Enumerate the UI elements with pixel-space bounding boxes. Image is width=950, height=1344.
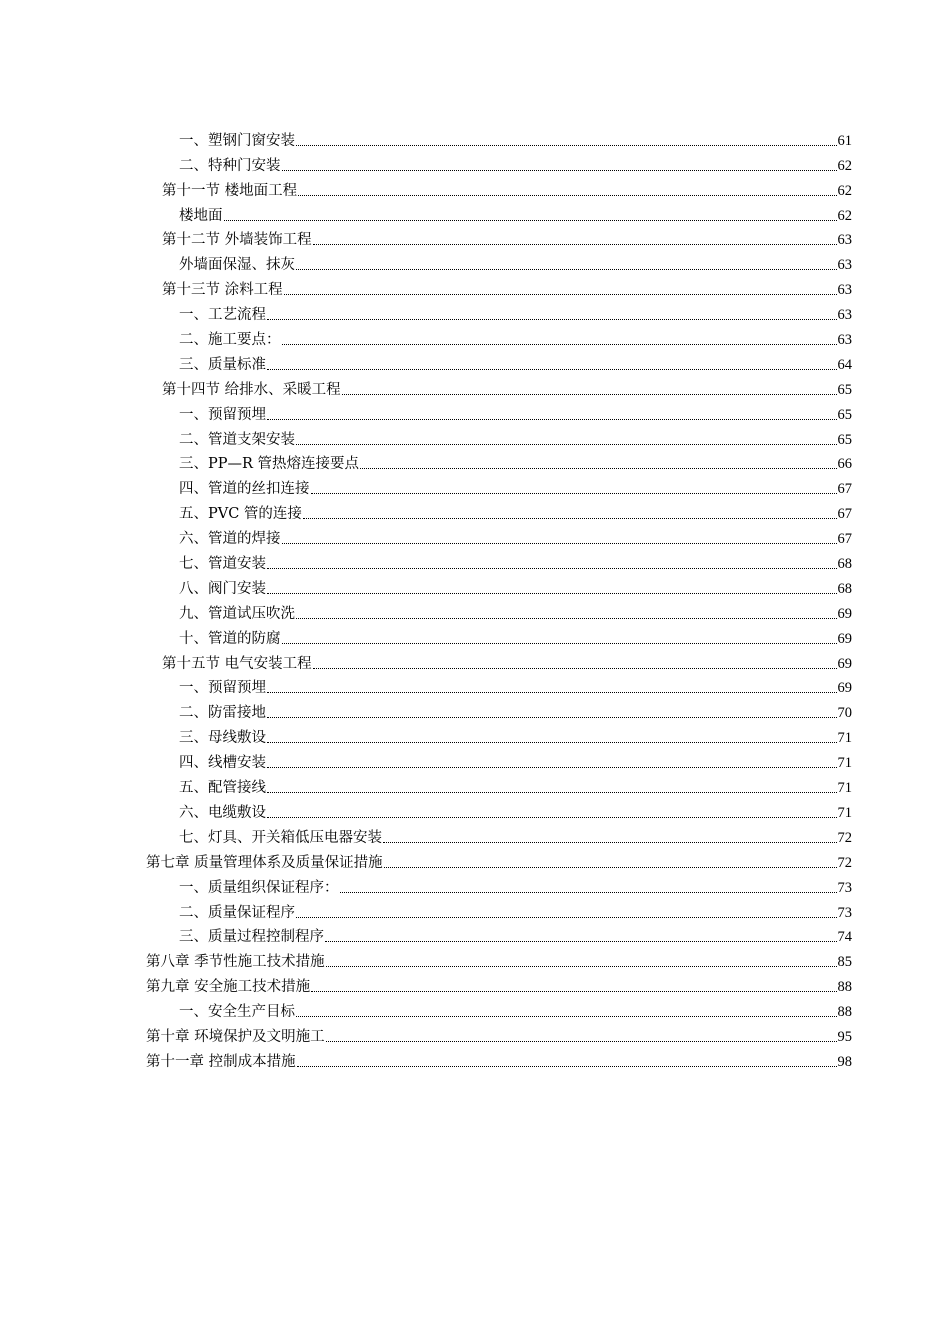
toc-entry-page-number: 65 [837,431,852,448]
toc-entry-page-number: 69 [837,630,852,647]
toc-entry[interactable] [0,424,852,449]
toc-entry-page-number: 63 [837,232,852,249]
toc-entry-page-number: 69 [837,680,852,697]
toc-entry-title: 外墙面保湿、抹灰 [179,257,295,274]
toc-entry-title: 二、质量保证程序 [179,904,295,921]
toc-entry-title: 十、管道的防腐 [179,630,281,647]
dot-leader [296,444,837,445]
toc-entry-page-number: 71 [837,730,852,747]
toc-entry[interactable] [0,897,852,922]
toc-entry[interactable] [0,623,852,648]
dot-leader [360,468,836,469]
toc-entry-title: 第十一节 楼地面工程 [162,182,298,199]
toc-entry-title: 三、PP—R 管热熔连接要点 [179,456,360,473]
dot-leader [311,991,836,992]
toc-entry[interactable] [0,249,852,274]
toc-entry[interactable] [0,399,852,424]
dot-leader [296,917,837,918]
toc-entry-title: 七、灯具、开关箱低压电器安装 [179,829,382,846]
toc-entry[interactable] [0,922,852,947]
toc-entry[interactable] [0,150,852,175]
toc-entry-title: 第十一章 控制成本措施 [146,1053,296,1070]
dot-leader [224,220,837,221]
toc-entry-page-number: 98 [837,1053,852,1070]
dot-leader [267,817,837,818]
toc-entry-page-number: 74 [837,929,852,946]
dot-leader [296,618,837,619]
toc-entry[interactable] [0,473,852,498]
dot-leader [282,170,837,171]
toc-entry-title: 三、质量标准 [179,356,266,373]
toc-entry-page-number: 66 [837,456,852,473]
toc-entry[interactable] [0,548,852,573]
toc-entry[interactable] [0,573,852,598]
toc-entry-page-number: 64 [837,356,852,373]
dot-leader [296,269,837,270]
toc-entry-title: 三、母线敷设 [179,730,266,747]
toc-entry-title: 八、阀门安装 [179,580,266,597]
toc-entry-title: 一、预留预埋 [179,406,266,423]
toc-entry-title: 二、管道支架安装 [179,431,295,448]
dot-leader [267,319,837,320]
dot-leader [267,692,837,693]
toc-entry[interactable] [0,349,852,374]
dot-leader [296,1016,837,1017]
toc-entry-page-number: 62 [837,157,852,174]
toc-entry-page-number: 85 [837,954,852,971]
dot-leader [297,1066,837,1067]
toc-entry-title: 四、线槽安装 [179,755,266,772]
toc-entry-title: 第九章 安全施工技术措施 [146,979,311,996]
dot-leader [384,867,837,868]
toc-entry[interactable] [0,946,852,971]
dot-leader [267,767,837,768]
toc-entry[interactable] [0,374,852,399]
toc-entry-page-number: 68 [837,556,852,573]
toc-entry-title: 一、塑钢门窗安装 [179,132,295,149]
toc-entry[interactable] [0,523,852,548]
dot-leader [267,593,837,594]
toc-entry-title: 七、管道安装 [179,556,266,573]
toc-entry-page-number: 71 [837,804,852,821]
toc-entry[interactable] [0,200,852,225]
toc-entry[interactable] [0,797,852,822]
toc-entry-page-number: 69 [837,605,852,622]
toc-entry-page-number: 70 [837,705,852,722]
toc-entry[interactable] [0,175,852,200]
toc-entry-page-number: 63 [837,257,852,274]
toc-entry-title: 一、质量组织保证程序： [179,879,339,896]
dot-leader [326,966,837,967]
toc-entry-page-number: 73 [837,879,852,896]
toc-entry-page-number: 63 [837,307,852,324]
toc-entry-page-number: 73 [837,904,852,921]
toc-entry-page-number: 88 [837,979,852,996]
toc-entry-title: 九、管道试压吹洗 [179,605,295,622]
toc-entry-page-number: 67 [837,506,852,523]
dot-leader [282,643,837,644]
toc-entry-page-number: 65 [837,406,852,423]
dot-leader [267,419,837,420]
toc-entry-title: 第十二节 外墙装饰工程 [162,232,312,249]
toc-entry[interactable] [0,648,852,673]
toc-entry-title: 第十四节 给排水、采暖工程 [162,381,341,398]
dot-leader [284,294,837,295]
toc-entry[interactable] [0,772,852,797]
toc-entry[interactable] [0,498,852,523]
toc-entry[interactable] [0,747,852,772]
toc-entry[interactable] [0,697,852,722]
dot-leader [267,742,837,743]
toc-entry[interactable] [0,996,852,1021]
toc-entry-page-number: 62 [837,182,852,199]
dot-leader [340,892,837,893]
toc-entry-page-number: 95 [837,1028,852,1045]
toc-entry-page-number: 88 [837,1004,852,1021]
toc-entry-page-number: 65 [837,381,852,398]
toc-entry[interactable] [0,1046,852,1071]
toc-entry[interactable] [0,822,852,847]
toc-entry-page-number: 61 [837,132,852,149]
toc-entry-title: 五、PVC 管的连接 [179,506,302,523]
toc-entry-title: 第八章 季节性施工技术措施 [146,954,325,971]
toc-entry-title: 二、施工要点： [179,332,281,349]
toc-entry-title: 第十三节 涂料工程 [162,282,283,299]
toc-entry[interactable] [0,324,852,349]
toc-entry-page-number: 72 [837,829,852,846]
toc-entry-page-number: 71 [837,780,852,797]
toc-entry[interactable] [0,598,852,623]
toc-entry-title: 六、电缆敷设 [179,804,266,821]
toc-entry-page-number: 63 [837,332,852,349]
toc-entry-page-number: 68 [837,580,852,597]
toc-entry-title: 四、管道的丝扣连接 [179,481,310,498]
toc-entry-title: 五、配管接线 [179,780,266,797]
toc-entry[interactable] [0,971,852,996]
toc-entry-title: 二、防雷接地 [179,705,266,722]
dot-leader [342,394,837,395]
toc-entry-title: 一、工艺流程 [179,307,266,324]
toc-entry-page-number: 62 [837,207,852,224]
toc-entry[interactable] [0,125,852,150]
dot-leader [313,668,837,669]
toc-entry-title: 一、安全生产目标 [179,1004,295,1021]
table-of-contents [0,125,950,1071]
toc-entry-page-number: 69 [837,655,852,672]
dot-leader [267,369,837,370]
dot-leader [383,842,837,843]
toc-entry[interactable] [0,1021,852,1046]
toc-entry[interactable] [0,299,852,324]
dot-leader [267,717,837,718]
toc-entry-title: 三、质量过程控制程序 [179,929,324,946]
dot-leader [325,941,837,942]
dot-leader [267,792,837,793]
toc-entry-page-number: 67 [837,481,852,498]
toc-entry-title: 第七章 质量管理体系及质量保证措施 [146,854,383,871]
toc-entry-title: 楼地面 [179,207,223,224]
toc-entry[interactable] [0,722,852,747]
dot-leader [298,195,836,196]
dot-leader [303,518,837,519]
toc-entry[interactable] [0,225,852,250]
toc-entry[interactable] [0,847,852,872]
dot-leader [282,344,837,345]
dot-leader [311,493,837,494]
dot-leader [313,244,837,245]
toc-entry-title: 第十章 环境保护及文明施工 [146,1028,325,1045]
toc-entry[interactable] [0,449,852,474]
toc-entry[interactable] [0,673,852,698]
toc-entry-page-number: 71 [837,755,852,772]
toc-entry-title: 六、管道的焊接 [179,531,281,548]
toc-entry-page-number: 72 [837,854,852,871]
dot-leader [326,1041,837,1042]
toc-entry-title: 一、预留预埋 [179,680,266,697]
toc-entry-title: 第十五节 电气安装工程 [162,655,312,672]
toc-entry[interactable] [0,872,852,897]
toc-entry-page-number: 67 [837,531,852,548]
toc-entry-page-number: 63 [837,282,852,299]
toc-entry[interactable] [0,274,852,299]
dot-leader [282,543,837,544]
toc-entry-title: 二、特种门安装 [179,157,281,174]
dot-leader [296,145,837,146]
dot-leader [267,568,837,569]
